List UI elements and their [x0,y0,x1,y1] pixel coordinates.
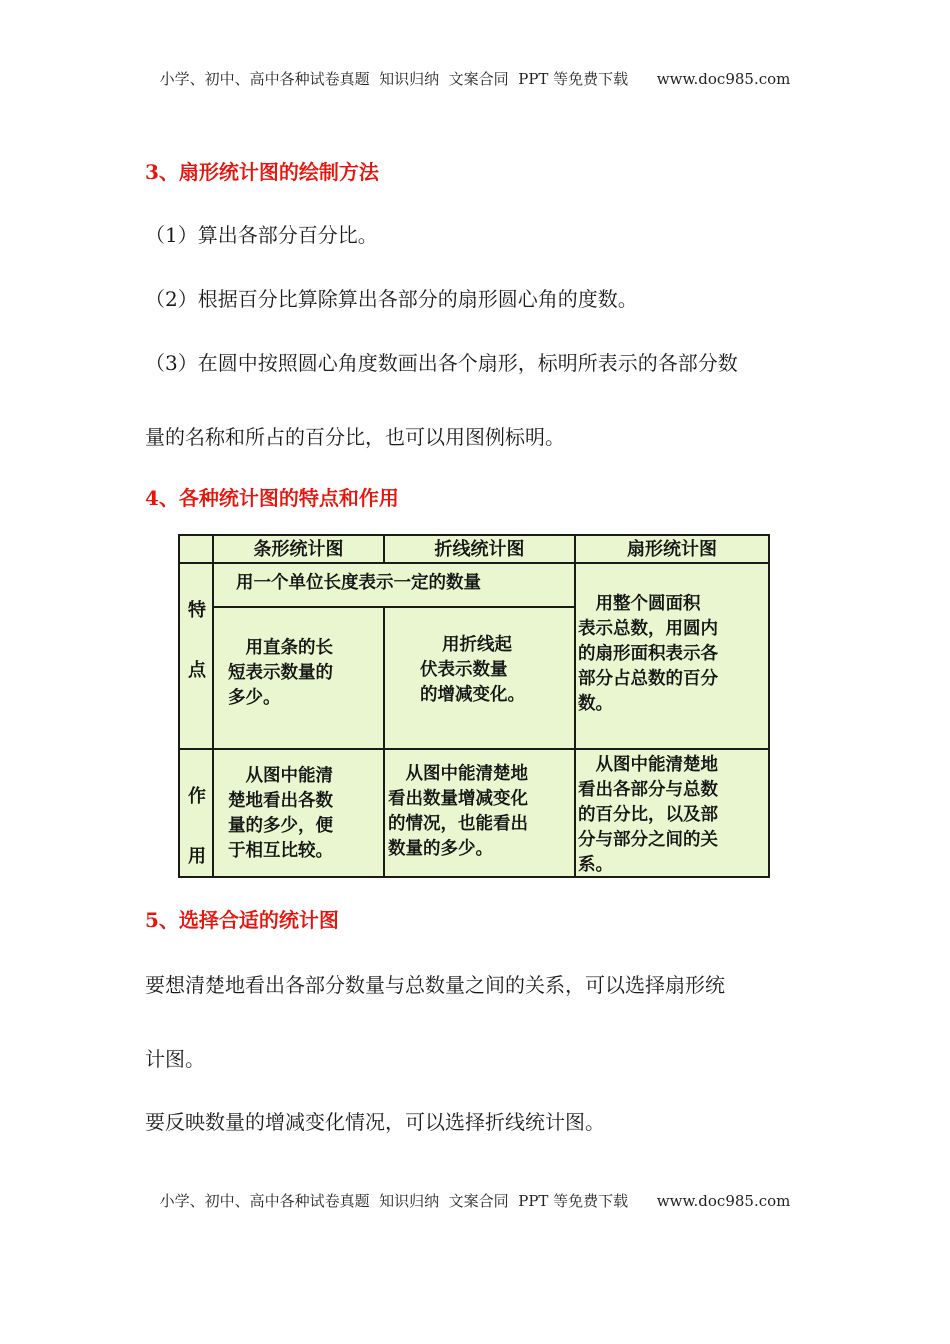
header-bar-chart: 条形统计图 [253,539,344,560]
use-line-cell: 从图中能清楚地 看出数量增减变化 的情况，也能看出 数量的多少。 [388,764,528,859]
feature-bar-cell: 用直条的长 短表示数量的 多少。 [228,638,333,708]
row-label-features-2: 点 [188,660,206,681]
header-line-chart: 折线统计图 [434,539,525,560]
section-4-title: 4、各种统计图的特点和作用 [145,486,399,510]
feature-pie-cell: 用整个圆面积 表示总数，用圆内 的扇形面积表示各 部分占总数的百分 数。 [578,594,718,714]
section-5-para-2: 要反映数量的增减变化情况，可以选择折线统计图。 [145,1110,605,1134]
section-3-title: 3、扇形统计图的绘制方法 [145,160,379,184]
use-pie-cell: 从图中能清楚地 看出各部分与总数 的百分比，以及部 分与部分之间的关 系。 [578,755,718,875]
section-3-step-2: （2）根据百分比算除算出各部分的扇形圆心角的度数。 [145,287,638,311]
row-label-features-1: 特 [188,600,206,621]
row-label-use-1: 作 [188,786,206,807]
use-bar-cell: 从图中能清 楚地看出各数 量的多少，便 于相互比较。 [228,766,333,861]
section-5-para-1-line-2: 计图。 [145,1047,205,1071]
header-pie-chart: 扇形统计图 [627,539,717,560]
chart-comparison-table [178,534,770,878]
page-footer: 小学、初中、高中各种试卷真题 知识归纳 文案合同 PPT 等免费下载 www.doc985.com [159,1192,791,1210]
feature-shared-cell: 用一个单位长度表示一定的数量 [236,573,481,593]
section-5-para-1-line-1: 要想清楚地看出各部分数量与总数量之间的关系，可以选择扇形统 [145,973,725,997]
section-3-step-3-line-2: 量的名称和所占的百分比，也可以用图例标明。 [145,425,565,449]
section-3-step-3-line-1: （3）在圆中按照圆心角度数画出各个扇形，标明所表示的各部分数 [145,351,738,375]
section-5-title: 5、选择合适的统计图 [145,908,339,932]
feature-line-cell: 用折线起 伏表示数量 的增减变化。 [420,635,525,705]
section-3-step-1: （1）算出各部分百分比。 [145,223,378,247]
page-header: 小学、初中、高中各种试卷真题 知识归纳 文案合同 PPT 等免费下载 www.doc985.com [159,70,791,88]
row-label-use-2: 用 [188,846,206,867]
